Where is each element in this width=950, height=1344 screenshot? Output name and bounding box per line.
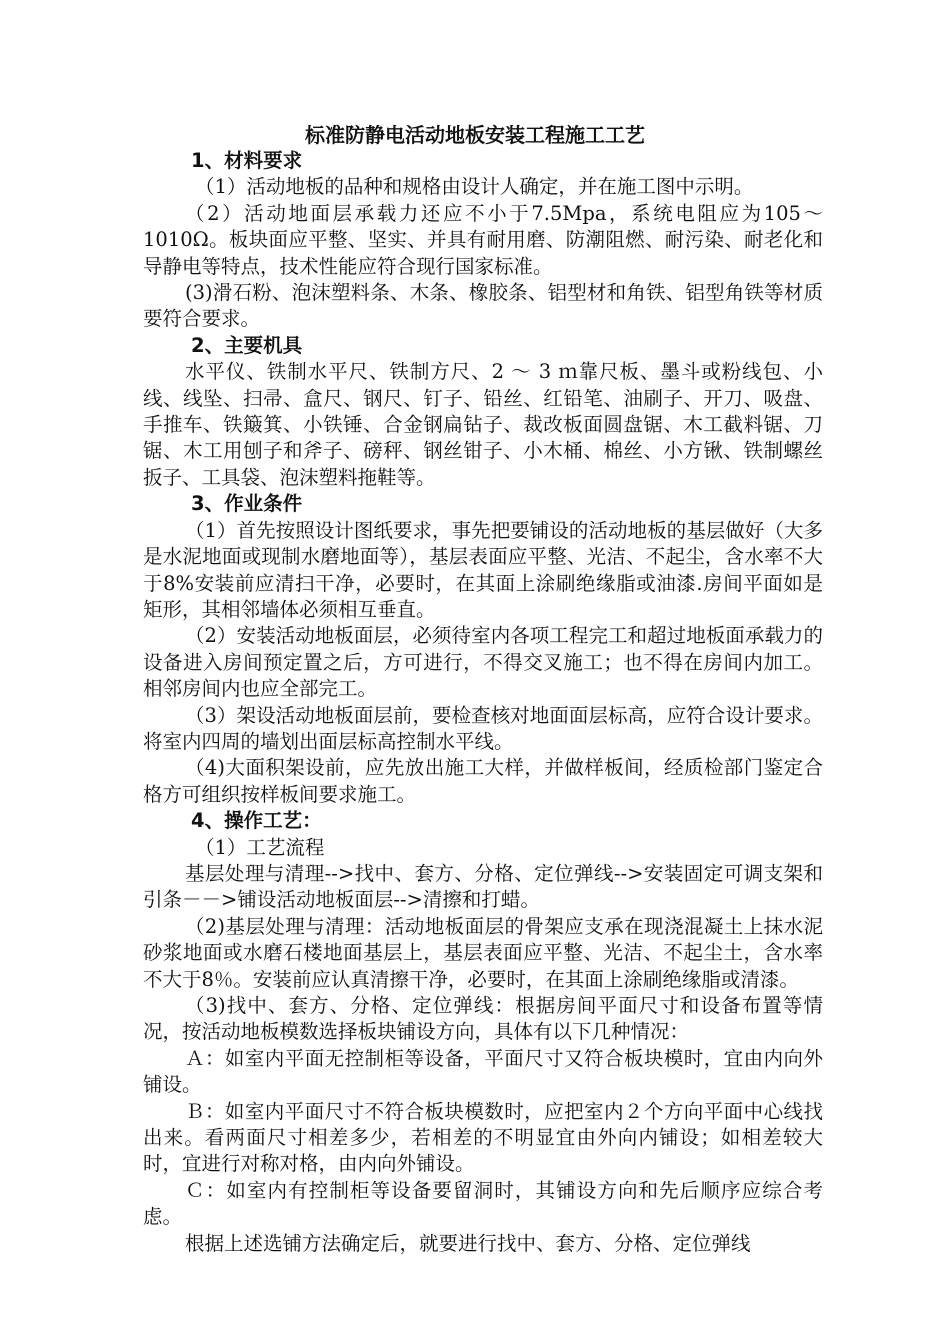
paragraph: （4)大面积架设前，应先放出施工大样，并做样板间，经质检部门鉴定合格方可组织按样板间要求施工。 <box>143 756 823 806</box>
paragraph: （3）架设活动地板面层前，要检查核对地面面层标高，应符合设计要求。将室内四周的墙划出面层标高控制水平线。 <box>143 703 823 753</box>
paragraph: 水平仪、铁制水平尺、铁制方尺、2 ～ 3 ｍ靠尺板、墨斗或粉线包、小线、线坠、扫帚、盒尺、钢尺、钉子、铅丝、红铅笔、油刷子、开刀、吸盘、手推车、铁簸箕、小铁锤、合金钢扁钻子、裁改板面圆盘锯、木工截料锯、刀锯、木工用刨子和斧子、磅秤、钢丝钳子、小木桶、棉丝、小方锹、铁制螺丝扳子、工具袋、泡沫塑料拖鞋等。 <box>143 360 823 489</box>
paragraph: Ｂ：如室内平面尺寸不符合板块模数时，应把室内２个方向平面中心线找出来。看两面尺寸相差多少，若相差的不明显宜由外向内铺设；如相差较大时，宜进行对称对格，由内向外铺设。 <box>143 1099 823 1176</box>
section-heading: 4、操作工艺： <box>191 809 322 833</box>
paragraph: （3)找中、套方、分格、定位弹线：根据房间平面尺寸和设备布置等情况，按活动地板模数选择板块铺设方向，具体有以下几种情况： <box>143 994 823 1044</box>
section-heading: 3、作业条件 <box>191 492 303 516</box>
section-heading: 1、材料要求 <box>191 149 303 172</box>
paragraph: （2）安装活动地板面层，必须待室内各项工程完工和超过地板面承载力的设备进入房间预定置之后，方可进行，不得交叉施工；也不得在房间内加工。相邻房间内也应全部完工。 <box>143 624 823 701</box>
paragraph: Ｃ：如室内有控制柜等设备要留洞时，其铺设方向和先后顺序应综合考虑。 <box>143 1178 823 1229</box>
paragraph: （1）工艺流程 <box>195 835 325 859</box>
paragraph: Ａ：如室内平面无控制柜等设备，平面尺寸又符合板块模时，宜由内向外铺设。 <box>143 1046 823 1097</box>
paragraph: （2）活动地面层承载力还应不小于7.5Mpa，系统电阻应为105～1010Ω。板块面应平整、坚实、并具有耐用磨、防潮阻燃、耐污染、耐老化和导静电等特点，技术性能应符合现行国家标准。 <box>143 201 823 278</box>
paragraph: （1）首先按照设计图纸要求，事先把要铺设的活动地板的基层做好（大多是水泥地面或现制水磨地面等），基层表面应平整、光洁、不起尘，含水率不大于8%安装前应清扫干净，必要时，在其面上涂刷绝缘脂或油漆.房间平面如是矩形，其相邻墙体必须相互垂直。 <box>143 518 823 621</box>
paragraph: （2)基层处理与清理：活动地板面层的骨架应支承在现浇混凝土上抹水泥砂浆地面或水磨石楼地面基层上，基层表面应平整、光洁、不起尘土，含水率不大于8％。安装前应认真清擦干净，必要时，在其面上涂刷绝缘脂或清漆。 <box>143 914 823 991</box>
paragraph: 根据上述选铺方法确定后，就要进行找中、套方、分格、定位弹线 <box>185 1231 751 1255</box>
paragraph: 基层处理与清理-->找中、套方、分格、定位弹线-->安装固定可调支架和引条－－>铺设活动地板面层-->清擦和打蜡。 <box>143 861 823 912</box>
document-title: 标准防静电活动地板安装工程施工工艺 <box>305 123 645 147</box>
paragraph: (3)滑石粉、泡沫塑料条、木条、橡胶条、铝型材和角铁、铝型角铁等材质要符合要求。 <box>143 281 823 331</box>
document-body <box>143 148 823 1257</box>
paragraph: （1）活动地板的品种和规格由设计人确定，并在施工图中示明。 <box>195 175 754 199</box>
section-heading: 2、主要机具 <box>191 333 303 357</box>
